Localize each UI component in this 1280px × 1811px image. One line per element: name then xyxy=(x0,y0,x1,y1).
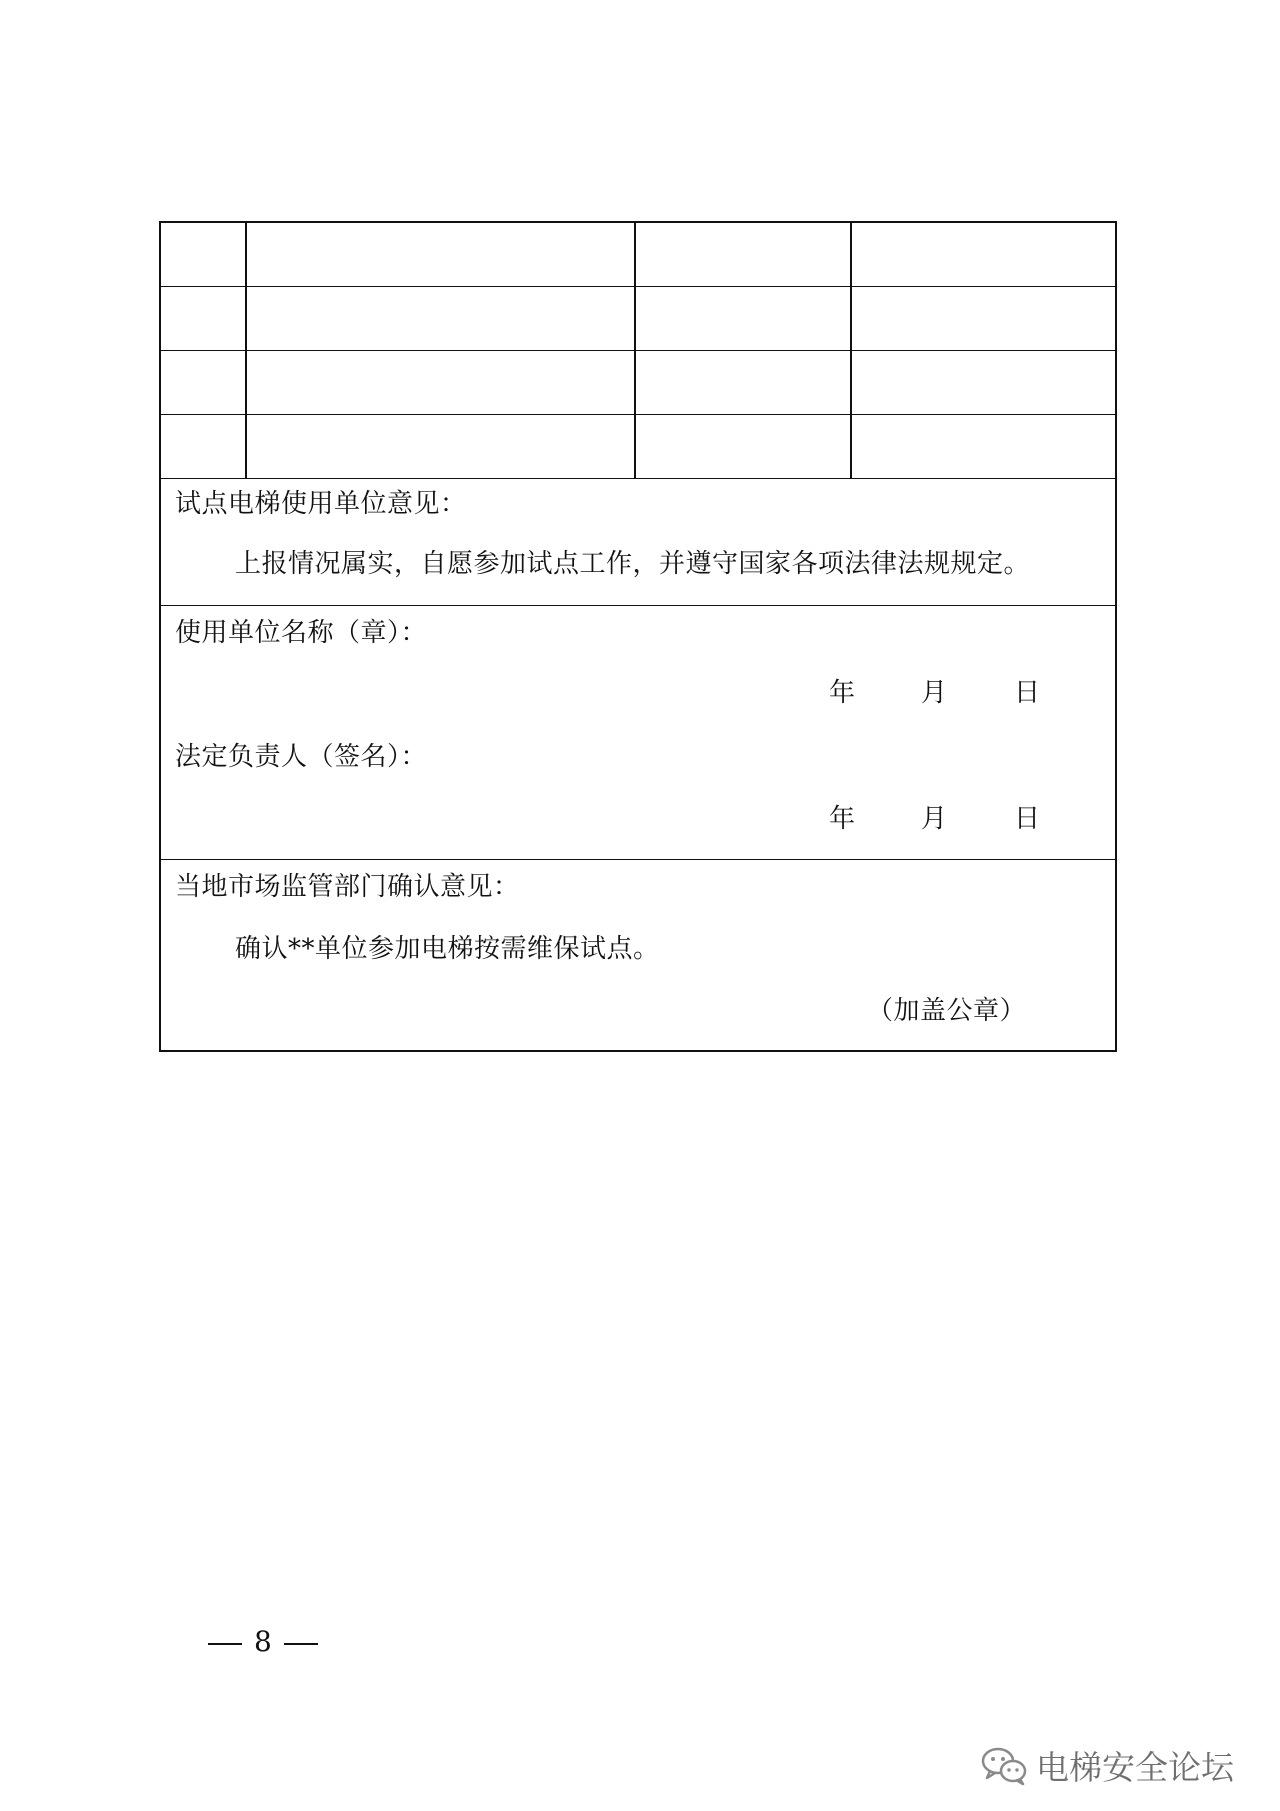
page-number xyxy=(196,1625,330,1658)
watermark-text: 电梯安全论坛 xyxy=(1036,1748,1234,1787)
day-label: 日 xyxy=(1014,804,1041,834)
table-cell xyxy=(247,287,636,350)
unit-name-label: 使用单位名称（章）： xyxy=(175,618,428,648)
year-label: 年 xyxy=(829,804,856,834)
table-cell xyxy=(161,415,247,478)
authority-opinion-section xyxy=(161,860,1115,1050)
table-cell xyxy=(852,415,1115,478)
table-row xyxy=(161,351,1115,415)
authority-opinion-label: 当地市场监管部门确认意见： xyxy=(175,872,520,902)
signature-section xyxy=(161,606,1115,860)
wechat-icon xyxy=(980,1746,1028,1786)
page-number-value: 8 xyxy=(254,1625,272,1658)
legal-person-label: 法定负责人（签名）： xyxy=(175,742,428,772)
table-cell xyxy=(636,415,852,478)
table-cell xyxy=(852,223,1115,286)
authority-opinion-statement: 确认**单位参加电梯按需维保试点。 xyxy=(235,934,660,964)
page-number-dash xyxy=(284,1643,318,1645)
month-label: 月 xyxy=(921,804,948,834)
table-cell xyxy=(247,223,636,286)
table-row xyxy=(161,223,1115,287)
table-row xyxy=(161,415,1115,479)
watermark xyxy=(980,1742,1234,1789)
month-label: 月 xyxy=(921,678,948,708)
year-label: 年 xyxy=(829,678,856,708)
day-label: 日 xyxy=(1014,678,1041,708)
application-form-table xyxy=(159,221,1117,1052)
table-cell xyxy=(852,351,1115,414)
seal-note: （加盖公章） xyxy=(867,996,1027,1026)
table-cell xyxy=(247,415,636,478)
table-row xyxy=(161,287,1115,351)
user-opinion-section xyxy=(161,479,1115,606)
table-cell xyxy=(636,223,852,286)
table-cell xyxy=(852,287,1115,350)
table-cell xyxy=(636,351,852,414)
table-cell xyxy=(161,351,247,414)
table-cell xyxy=(161,223,247,286)
table-cell xyxy=(636,287,852,350)
user-opinion-label: 试点电梯使用单位意见： xyxy=(175,489,467,519)
user-opinion-statement: 上报情况属实，自愿参加试点工作，并遵守国家各项法律法规规定。 xyxy=(235,549,1031,579)
table-cell xyxy=(161,287,247,350)
page-number-dash xyxy=(208,1643,242,1645)
table-cell xyxy=(247,351,636,414)
